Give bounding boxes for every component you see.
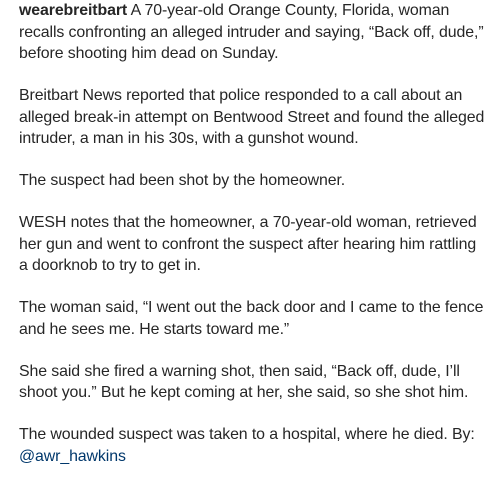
caption-text-7: The wounded suspect was taken to a hospital, where he died. By: (19, 426, 475, 443)
caption-text-1: A 70-year-old Orange County, Florida, woman recalls confronting an alleged intruder and saying, “Back off, dude,” before shooting him dead on Sunday. (19, 2, 484, 62)
caption-paragraph-6: She said she fired a warning shot, then said, “Back off, dude, I’ll shoot you.” But he kept coming at her, she said, so she shot him. (19, 362, 469, 401)
caption-paragraph-7 (19, 424, 485, 467)
author-mention-link[interactable]: @awr_hawkins (19, 447, 126, 465)
post-caption (19, 0, 485, 488)
caption-paragraph-1 (19, 0, 485, 65)
caption-paragraph-4: WESH notes that the homeowner, a 70-year-old woman, retrieved her gun and went to confront the suspect after hearing him rattling a doorknob to try to get in. (19, 214, 477, 274)
caption-paragraph-2: Breitbart News reported that police responded to a call about an alleged break-in attempt on Bentwood Street and found the alleged intruder, a man in his 30s, with a gunshot wound. (19, 87, 485, 147)
caption-paragraph-3: The suspect had been shot by the homeowner. (19, 172, 346, 189)
caption-paragraph-5: The woman said, “I went out the back door and I came to the fence and he sees me. He starts toward me.” (19, 299, 484, 338)
username-link[interactable]: wearebreitbart (19, 2, 128, 19)
